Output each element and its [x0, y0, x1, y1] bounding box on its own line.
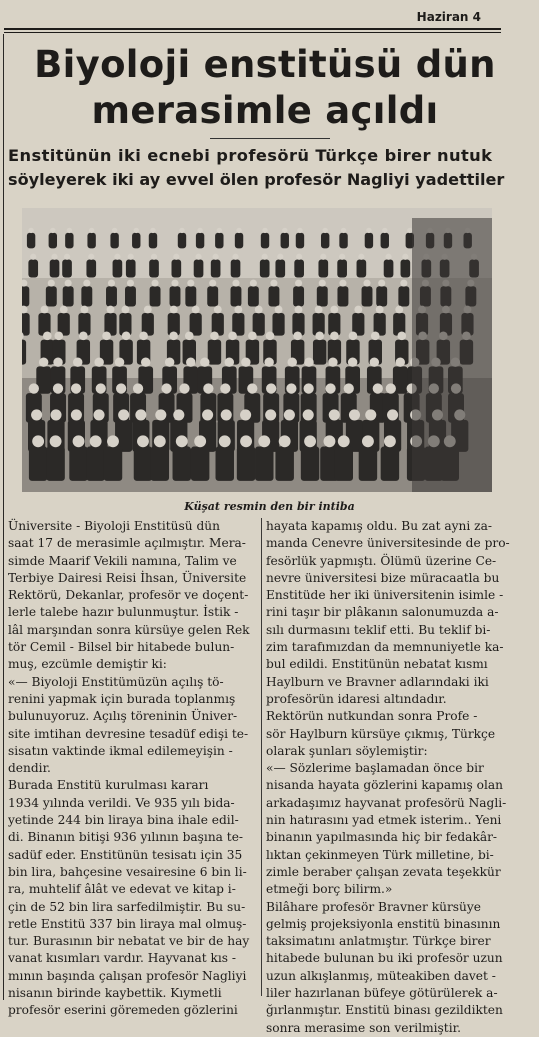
subheadline-line-1: Enstitünün iki ecnebi profesörü Türkçe birer nutuk [8, 146, 493, 165]
crowd-photo-illustration [22, 208, 492, 492]
article-line: profesör eserini göremeden gözlerini [8, 1003, 238, 1018]
article-line: rini taşır bir plâkanın salonumuzda a- [266, 605, 499, 620]
article-line: simde Maarif Vekili namına, Talim ve [8, 553, 237, 568]
article-line: Bilâhare profesör Bravner kürsüye [266, 899, 481, 914]
article-line: ra, muhtelif âlât ve edevat ve kitap i- [8, 882, 236, 897]
ceremony-photo [22, 208, 492, 492]
article-line: sonra merasime son verilmiştir. [266, 1020, 461, 1035]
article-line: 1934 yılında verildi. Ve 935 yılı bida- [8, 795, 235, 810]
article-line: hitabede bulunan bu iki profesör uzun [266, 951, 503, 966]
article-line: yetinde 244 bin liraya bina ihale edil- [8, 813, 239, 828]
article-line: nisanda hayata gözlerini kapamış olan [266, 778, 504, 793]
article-line: Üniversite - Biyoloji Enstitüsü dün [8, 519, 220, 533]
article-column-left [8, 518, 260, 1020]
article-line: retle Enstitü 337 bin liraya mal olmuş- [8, 916, 247, 931]
article-line: fesörlük yapmıştı. Ölümü üzerine Ce- [266, 553, 497, 568]
article-line: hayata kapamış oldu. Bu zat ayni za- [266, 519, 492, 533]
article-line: dendir. [8, 761, 51, 776]
top-rule [4, 28, 501, 30]
article-line: bulunuyoruz. Açılış töreninin Üniver- [8, 709, 238, 724]
article-line: renini yapmak için burada toplanmış [8, 691, 236, 706]
article-line: uzun alkışlanmış, müteakiben davet - [266, 968, 496, 983]
article-line: manda Cenevre üniversitesinde de pro- [266, 536, 510, 551]
article-line: «— Biyoloji Enstitümüzün açılış tö- [8, 674, 224, 689]
article-line: nin hatırasını yad etmek isterim.. Yeni [266, 813, 502, 828]
article-line: di. Binanın bitişi 936 yılının başına te- [8, 830, 244, 845]
article-line: sisatın vaktinde ikmal edilemeyişin - [8, 743, 233, 758]
article-line: mının başında çalışan profesör Nagliyi [8, 968, 247, 983]
top-rule-thin [4, 32, 501, 33]
article-line: Rektörü, Dekanlar, profesör ve doçent- [8, 588, 249, 603]
article-line: liler hazırlanan büfeye götürülerek a- [266, 986, 498, 1001]
headline-line-1: Biyoloji enstitüsü dün [34, 43, 496, 86]
article-line: arkadaşımız hayvanat profesörü Nagli- [266, 795, 507, 810]
article-line: binanın yapılmasında hiç bir fedakâr- [266, 830, 498, 845]
article-line: lerle talebe hazır bulunmuştur. İstik - [8, 605, 239, 620]
article-line: gelmiş projeksiyonla enstitü binasının [266, 916, 501, 931]
subheadline-line-2: söyleyerek iki ay evvel ölen profesör Nagliyi yadettiler [8, 170, 505, 189]
article-line: Haylburn ve Bravner adlarındaki iki [266, 674, 489, 689]
article-line: saat 17 de merasimle açılmıştır. Mera- [8, 536, 246, 551]
article-line: etmeği borç bilirm.» [266, 882, 393, 897]
headline-line-2: merasimle açıldı [91, 89, 439, 132]
article-line: taksimatını anlatmıştır. Türkçe birer [266, 934, 491, 949]
article-line: Terbiye Dairesi Reisi İhsan, Üniversite [8, 570, 247, 585]
column-divider [261, 518, 262, 996]
article-line: «— Sözlerime başlamadan önce bir [266, 761, 484, 776]
article-line: sör Haylburn kürsüye çıkmış, Türkçe [266, 726, 496, 741]
article-line: profesörün idaresi altındadır. [266, 691, 447, 706]
article-column-right [266, 518, 514, 1037]
article-line: olarak şunları söylemiştir: [266, 743, 428, 758]
article-line: muş, ezcümle demiştir ki: [8, 657, 167, 672]
headline-divider [210, 138, 330, 139]
article-line: zimle beraber çalışan zevata teşekkür [266, 864, 501, 879]
article-line: Rektörün nutkundan sonra Profe - [266, 709, 478, 724]
article-line: lıktan çekinmeyen Türk milletine, bi- [266, 847, 494, 862]
article-line: tur. Burasının bir nebatat ve bir de hay [8, 934, 250, 949]
article-line: site imtihan devresine tesadüf edişi te- [8, 726, 249, 741]
article-line: bin lira, bahçesine vesairesine 6 bin li- [8, 864, 247, 879]
article-line: çin de 52 bin lira sarfedilmiştir. Bu su- [8, 899, 246, 914]
left-border-rule [3, 34, 4, 1000]
article-line: ğırlanmıştır. Enstitü binası gezildikten [266, 1003, 503, 1018]
article-line: bul edildi. Enstitünün nebatat kısmı [266, 657, 488, 672]
page-date: Haziran 4 [416, 10, 481, 24]
article-line: nevre üniversitesi bize müracaatla bu [266, 570, 500, 585]
article-line: tör Cemil - Bilsel bir hitabede bulun- [8, 640, 235, 655]
article-line: Burada Enstitü kurulması kararı [8, 778, 209, 793]
article-line: vanat kısımları vardır. Hayvanat kıs - [8, 951, 237, 966]
article-line: lâl marşından sonra kürsüye gelen Rek [8, 622, 250, 637]
article-line: nisanın birinde kaybettik. Kıymetli [8, 986, 222, 1001]
article-line: Enstitüde her iki üniversitenin isimle - [266, 588, 504, 603]
article-line: sadüf eder. Enstitünün tesisatı için 35 [8, 847, 243, 862]
article-line: sılı durmasını teklif etti. Bu teklif bi- [266, 622, 491, 637]
photo-caption: Küşat resmin den bir intiba [184, 500, 355, 513]
article-line: zim tarafımızdan da memnuniyetle ka- [266, 640, 504, 655]
